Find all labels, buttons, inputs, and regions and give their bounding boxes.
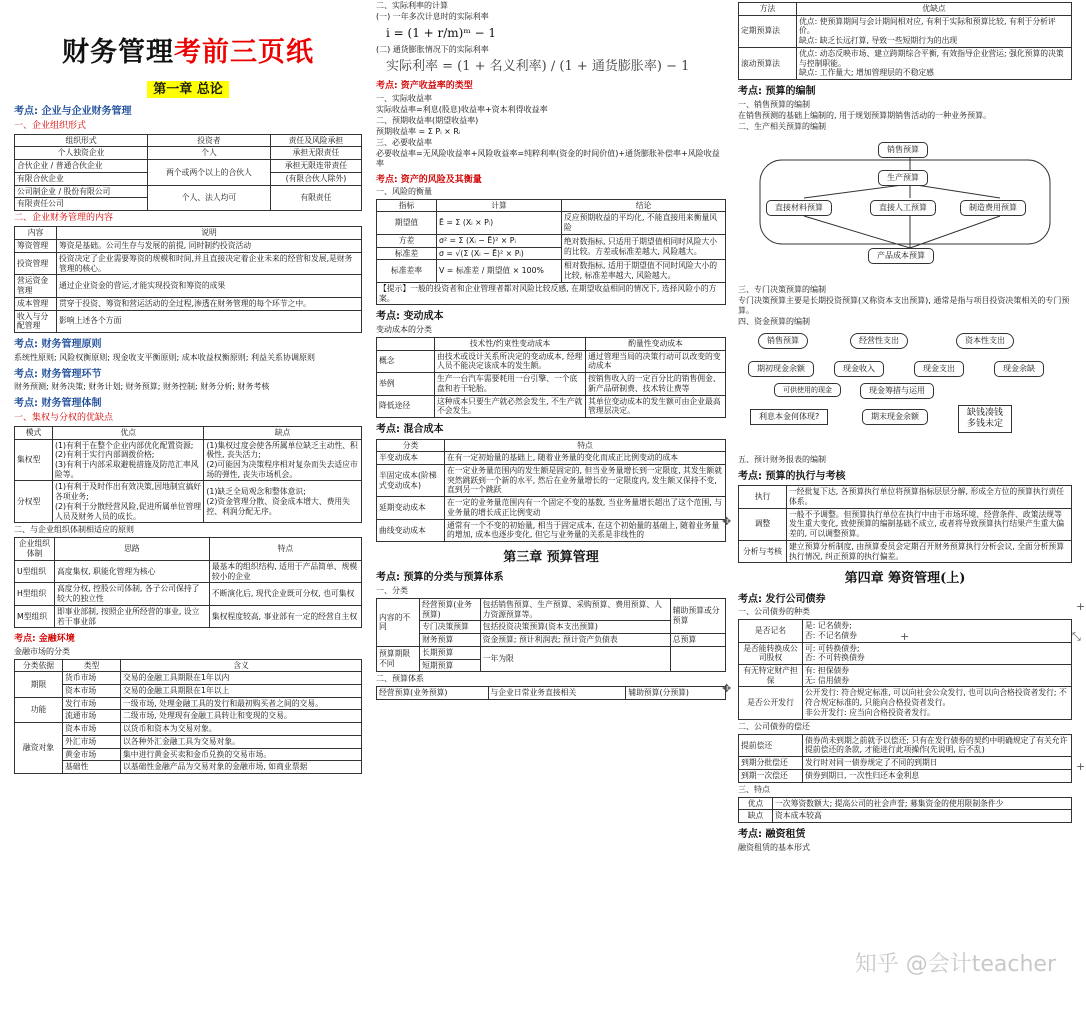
table-cell: 集中进行黄金买卖和金币兑换的交易市场。: [121, 748, 362, 761]
flow-node: 现金余缺: [994, 361, 1044, 377]
table-header: 说明: [57, 227, 362, 240]
subsection-heading: 四、资金预算的编制: [738, 316, 810, 326]
flow-node: 生产预算: [878, 170, 928, 186]
table-cell: 经营预算(业务预算): [420, 598, 481, 620]
table-cell: 缺点: [739, 810, 773, 823]
section-heading: 考点: 预算的分类与预算体系: [376, 572, 504, 584]
table-cell: (1)缺乏全局观念和整体意识; (2)资金管理分散、资金成本增大、费用失控、利润分配无序。: [204, 481, 362, 523]
section-heading: 考点: 财务管理环节: [14, 368, 102, 380]
flow-node: 期末现金余额: [862, 409, 928, 425]
paragraph: 三、必要收益率: [376, 137, 432, 147]
chapter-1-label: 第一章 总论: [147, 81, 229, 98]
section-heading: 考点: 预算的执行与考核: [738, 470, 846, 482]
table-header: 投资者: [148, 134, 271, 147]
section-heading: 考点: 发行公司债券: [738, 593, 826, 605]
table-cell: 是: 记名债券; 否: 不记名债券: [803, 620, 1072, 642]
table-header: 思路: [55, 538, 210, 560]
table-header: 模式: [15, 426, 53, 439]
subsection-heading: 三、特点: [738, 784, 770, 794]
subsection-heading: 二、企业财务管理的内容: [14, 213, 114, 224]
table-cell: 到期分批偿还: [739, 757, 803, 770]
table-cell: 执行: [739, 486, 787, 508]
table-cell: 成本管理: [15, 297, 57, 310]
table-cell: 交易的金融工具期限在1年以内: [121, 672, 362, 685]
org-form-table: [14, 134, 362, 211]
table-cell: 包括销售预算、生产预算、采购预算、费用预算、人力资源预算等。: [480, 598, 670, 620]
table-header: 含义: [121, 659, 362, 672]
column-2: [376, 0, 726, 1014]
table-cell: 通过管理当局的决策行动可以改变的变动成本: [586, 350, 726, 372]
table-header: 责任及风险承担: [270, 134, 361, 147]
paragraph: 必要收益率=无风险收益率+风险收益率=纯粹利率(资金的时间价值)+通货膨胀补偿率+风险收益率: [376, 148, 720, 168]
paragraph: 专门决策预算主要是长期投资预算(又称资本支出预算), 通常是指与项目投资决策相关的专门预算。: [738, 295, 1070, 315]
table-cell: 长期预算: [420, 646, 481, 659]
group-label: 合伙企业: [17, 161, 49, 171]
table-cell: 投资管理: [15, 252, 57, 274]
table-cell: 定期预算法: [739, 15, 797, 47]
subsection-heading: 一、集权与分权的优缺点: [14, 412, 114, 423]
table-cell: 发行市场: [63, 697, 121, 710]
table-cell: 调整: [739, 508, 787, 540]
table-cell: 辅助预算(分预算): [626, 687, 726, 700]
table-cell: (1)有利于在整个企业内部优化配置资源; (2)有利于实行内部调拨价格; (3)有利于内部采取避税措施及防范汇率风险等。: [53, 439, 204, 481]
table-cell: 以基础性金融产品为交易对象的金融市场, 如商业票据: [121, 761, 362, 774]
column-3: [738, 0, 1072, 1014]
centralization-table: [14, 426, 362, 524]
table-cell: 预算期限不同: [377, 646, 420, 671]
section-heading: 考点: 融资租赁: [738, 829, 806, 841]
table-cell: 降低途径: [377, 395, 435, 417]
table-cell: 公司制企业 / 股份有限公司: [15, 185, 148, 198]
table-cell: 在一定业务量范围内的发生额是固定的, 但当业务量增长到一定限度, 其发生额就突然跳跃到一个新的水平, 然后在业务量增长的一定限度内, 发生额又保持不变, 直到另一个跳跃: [445, 464, 726, 496]
table-cell: 一年为限: [480, 646, 670, 671]
table-cell: 标准差率: [377, 260, 437, 282]
table-cell: 生产一台汽车需要耗用一台引擎、一个底盘和若干轮胎。: [435, 373, 586, 395]
table-cell: 外汇市场: [63, 735, 121, 748]
table-header: 方法: [739, 3, 797, 16]
table-cell: 影响上述各个方面: [57, 310, 362, 332]
subsection-heading: 二、预算体系: [376, 674, 424, 684]
flow-node: 期初现金余额: [748, 361, 814, 377]
table-cell: 滚动预算法: [739, 47, 797, 79]
subsection-heading: 二、与企业组织体制相适应的原则: [14, 525, 134, 535]
table-header: 结论: [562, 199, 726, 212]
table-cell: 集权程度较高, 事业部有一定的经营自主权: [209, 605, 361, 627]
table-cell: 两个或两个以上的合伙人: [148, 160, 271, 185]
table-header: 优点: [53, 426, 204, 439]
table-cell: 个人、法人均可: [148, 185, 271, 210]
column-1: [14, 0, 362, 1014]
section-heading: 考点: 金融环境: [14, 634, 75, 645]
add-icon[interactable]: +: [1076, 760, 1086, 773]
flow-node: 可供使用的现金: [774, 383, 841, 398]
table-cell: 这种成本只要生产就必然会发生, 不生产就不会发生。: [435, 395, 586, 417]
table-header: 优缺点: [797, 3, 1072, 16]
table-cell: 二级市场, 处理现有金融工具转让和变现的交易。: [121, 710, 362, 723]
table-cell: 分析与考核: [739, 540, 787, 562]
paragraph: 预期收益率 = Σ Pᵢ × Rᵢ: [376, 126, 461, 136]
table-cell: 个人独资企业: [15, 147, 148, 160]
section-heading: 考点: 预算的编制: [738, 86, 816, 98]
table-header: 技术性/约束性变动成本: [435, 337, 586, 350]
table-cell: 资金预算; 预计利润表; 预计资产负债表: [480, 634, 670, 647]
table-cell: 个人: [148, 147, 271, 160]
flow-node: 直接人工预算: [870, 200, 936, 216]
table-cell: 一次筹资数额大; 提高公司的社会声誉; 募集资金的使用限制条件少: [773, 797, 1072, 810]
table-header: 计算: [437, 199, 562, 212]
budget-method-table: [738, 2, 1072, 80]
section-heading: 考点: 资产收益率的类型: [376, 81, 473, 92]
table-cell: 概念: [377, 350, 435, 372]
table-cell: 反应预期收益的平均化, 不能直接用来衡量风险: [562, 212, 726, 234]
title-black: 财务管理: [62, 37, 174, 68]
move-handle-icon[interactable]: ✥: [722, 682, 732, 695]
table-cell: 通常有一个不变的初始量, 相当于固定成本, 在这个初始量的基础上, 随着业务量的增加, 成本也逐步变化, 但它与业务量的关系是非线性的: [445, 519, 726, 541]
table-cell: 一经批复下达, 各预算执行单位将预算指标层层分解, 形成全方位的预算执行责任体系。: [787, 486, 1072, 508]
table-cell: 方差: [377, 234, 437, 247]
subsection-heading: 一、销售预算的编制: [738, 99, 810, 109]
table-cell: 经营预算(业务预算): [377, 687, 489, 700]
table-cell: 分权型: [15, 481, 53, 523]
chapter-4-heading: 第四章 筹资管理(上): [844, 571, 966, 587]
table-cell: 在一定的业务量范围内有一个固定不变的基数, 当业务量增长超出了这个范围, 与业务量的增长成正比例变动: [445, 497, 726, 519]
table-cell: 短期预算: [420, 659, 481, 672]
financial-market-table: [14, 659, 362, 775]
table-cell: 绝对数指标, 只适用于期望值相同时风险大小的比较。方差或标准差越大, 风险越大。: [562, 234, 726, 259]
table-cell: 资本市场: [63, 684, 121, 697]
resize-icon[interactable]: ⤡: [1072, 630, 1081, 643]
table-cell: 优点: [739, 797, 773, 810]
table-cell: (有限合伙人除外): [270, 172, 361, 185]
table-cell: [670, 646, 725, 671]
table-cell: 总预算: [670, 634, 725, 647]
table-cell: V = 标准差 / 期望值 × 100%: [437, 260, 562, 282]
paragraph: 系统性原则; 风险权衡原则; 现金收支平衡原则; 成本收益权衡原则; 利益关系协调原则: [14, 352, 315, 362]
table-cell: 发行时对同一债券规定了不同的到期日: [803, 757, 1072, 770]
table-cell: 营运资金管理: [15, 275, 57, 297]
table-header: 特点: [209, 538, 361, 560]
section-heading: 考点: 资产的风险及其衡量: [376, 174, 482, 185]
table-header: 分类: [377, 439, 445, 452]
table-cell: 延期变动成本: [377, 497, 445, 519]
chapter-1-heading: [14, 82, 362, 98]
paragraph: 财务预测; 财务决策; 财务计划; 财务预算; 财务控制; 财务分析; 财务考核: [14, 382, 270, 392]
table-cell: 相对数指标, 适用于期望值不同时风险大小的比较, 标准差率越大, 风险越大。: [562, 260, 726, 282]
table-cell: 债券尚未到期之前就予以偿还; 只有在发行债券的契约中明确规定了有关允许提前偿还的条款, 才能进行此项操作(先说明, 后不乱): [803, 734, 1072, 756]
table-cell: 投资决定了企业需要筹资的规模和时间,并且直接决定着企业未来的经营和发展,是财务管理的核心。: [57, 252, 362, 274]
table-cell: 融资对象: [15, 723, 63, 774]
table-cell: 交易的金融工具期限在1年以上: [121, 684, 362, 697]
group-label: 公司制企业: [17, 186, 56, 196]
risk-table: [376, 199, 726, 306]
subsection-heading: 一、分类: [376, 585, 408, 595]
table-cell: 有限合伙企业: [15, 172, 148, 185]
table-header: 缺点: [204, 426, 362, 439]
subsection-heading: 一、企业组织形式: [14, 120, 87, 131]
table-cell: 功能: [15, 697, 63, 722]
cell-text: 股份有限公司: [63, 186, 111, 196]
chapter-3-heading: 第三章 预算管理: [503, 550, 599, 566]
flow-node: 直接材料预算: [766, 200, 832, 216]
flow-node: 现金支出: [914, 361, 964, 377]
table-cell: 有限责任公司: [15, 198, 148, 211]
flow-node: 销售预算: [758, 333, 808, 349]
tip-cell: 【提示】一般的投资者和企业管理者都对风险比较反感, 在期望收益相同的情况下, 选择风险小的方案。: [377, 282, 726, 304]
table-cell: 半变动成本: [377, 452, 445, 465]
title-red: 考前三页纸: [174, 37, 314, 68]
table-cell: 举例: [377, 373, 435, 395]
table-cell: 可: 可转换债券; 否: 不可转换债券: [803, 642, 1072, 664]
watermark: 知乎 @会计teacher: [854, 951, 1056, 977]
section-heading: 考点: 混合成本: [376, 424, 444, 435]
table-cell: 优点: 动态反映市场、建立跨期综合平衡, 有效指导企业营运; 强化预算的决策与控制职能。 缺点: 工作量大; 增加管理层的不稳定感: [797, 47, 1072, 79]
flow-node: 销售预算: [878, 142, 928, 158]
table-cell: 一级市场, 处理金融工具的发行和最初购买者之间的交易。: [121, 697, 362, 710]
table-cell: 内容的不同: [377, 598, 420, 646]
table-cell: 以各种外汇金融工具为交易对象。: [121, 735, 362, 748]
table-cell: U型组织: [15, 560, 55, 582]
section-heading: 考点: 企业与企业财务管理: [14, 106, 132, 117]
subsection-heading: (二) 通货膨胀情况下的实际利率: [376, 45, 489, 54]
flow-node: 资本性支出: [956, 333, 1014, 349]
section-heading: 考点: 变动成本: [376, 311, 444, 323]
production-budget-flow: [738, 136, 1072, 281]
table-cell: 有无特定财产担保: [739, 664, 803, 686]
add-icon[interactable]: +: [900, 630, 910, 643]
table-header: [377, 337, 435, 350]
flow-node: 经营性支出: [850, 333, 908, 349]
cash-budget-flow: [738, 331, 1072, 451]
paragraph: 二、预期收益率(期望收益率): [376, 115, 479, 125]
table-cell: 是否公开发行: [739, 687, 803, 719]
flow-node: 现金筹措与运用: [860, 383, 934, 399]
table-cell: 在有一定初始量的基础上, 随着业务量的变化而成正比例变动的成本: [445, 452, 726, 465]
table-cell: 按销售收入的一定百分比的销售佣金、新产品研制费、技术转让费等: [586, 373, 726, 395]
table-cell: 收入与分配管理: [15, 310, 57, 332]
table-cell: 贯穿于投资、筹资和营运活动的全过程,渗透在财务管理的每个环节之中。: [57, 297, 362, 310]
table-cell: 与企业日常业务直接相关: [488, 687, 626, 700]
table-cell: 有限责任: [270, 185, 361, 210]
table-cell: 承担无限责任: [270, 147, 361, 160]
table-cell: 承担无限连带责任: [270, 160, 361, 173]
paragraph: 在销售预测的基础上编制的, 用于规划预算期销售活动的一种业务预算。: [738, 110, 992, 120]
section-heading: 考点: 财务管理原则: [14, 339, 102, 351]
budget-system-table: [376, 686, 726, 700]
table-cell: 黄金市场: [63, 748, 121, 761]
table-cell: 资本成本较高: [773, 810, 1072, 823]
table-header: 组织形式: [15, 134, 148, 147]
paragraph: 融资租赁的基本形式: [738, 842, 810, 852]
table-cell: H型组织: [15, 583, 55, 605]
flow-node: 制造费用预算: [960, 200, 1026, 216]
table-cell: 建立预算分析制度, 由预算委员会定期召开财务预算执行分析会议, 全面分析预算执行情况, 纠正预算的执行偏差。: [787, 540, 1072, 562]
table-cell: 通过企业资金的营运,才能实现投资和筹资的成果: [57, 275, 362, 297]
move-handle-icon[interactable]: ✥: [722, 515, 732, 528]
section-heading: 考点: 财务管理体制: [14, 398, 102, 410]
formula-effective-rate: i = (1 + r/m)ᵐ − 1: [386, 26, 497, 40]
table-cell: 优点: 使预算期间与会计期间相对应, 有利于实际和预算比较, 有利于分析评价。 缺点: 缺乏长远打算, 导致一些短期行为的出现: [797, 15, 1072, 47]
table-cell: 债券到期日, 一次性归还本金利息: [803, 769, 1072, 782]
subsection-heading: 二、生产相关预算的编制: [738, 121, 826, 131]
table-cell: 期限: [15, 672, 63, 697]
flow-node: 现金收入: [834, 361, 884, 377]
table-cell: 筹资管理: [15, 240, 57, 253]
table-cell: 曲线变动成本: [377, 519, 445, 541]
add-icon[interactable]: +: [1076, 600, 1086, 613]
table-header: 酌量性变动成本: [586, 337, 726, 350]
subsection-heading: 二、公司债券的偿还: [738, 721, 810, 731]
variable-cost-table: [376, 337, 726, 418]
table-cell: 筹资是基础。公司生存与发展的前提, 同时制约投资活动: [57, 240, 362, 253]
cell-text: 普通合伙企业: [55, 161, 103, 171]
table-cell: 高度集权, 职能化管理为核心: [55, 560, 210, 582]
table-cell: σ² = Σ (Xᵢ − Ē)² × Pᵢ: [437, 234, 562, 247]
table-header: 分类依据: [15, 659, 63, 672]
table-header: 内容: [15, 227, 57, 240]
table-cell: 由技术或设计关系所决定的变动成本, 经理人员不能决定该成本的发生额。: [435, 350, 586, 372]
table-cell: 是否能转换成公司股权: [739, 642, 803, 664]
table-cell: 集权型: [15, 439, 53, 481]
flow-node: 产品成本预算: [868, 248, 934, 264]
table-cell: σ = √(Σ (Xᵢ − Ē)² × Pᵢ): [437, 247, 562, 260]
budget-class-table: [376, 598, 726, 672]
table-cell: 以货币和资本为交易对象。: [121, 723, 362, 736]
mixed-cost-table: [376, 439, 726, 543]
table-cell: 到期一次偿还: [739, 769, 803, 782]
bond-repay-table: [738, 734, 1072, 783]
formula-real-rate: 实际利率 = (1 + 名义利率) / (1 + 通货膨胀率) − 1: [386, 59, 690, 74]
table-cell: 提前偿还: [739, 734, 803, 756]
subsection-heading: 二、实际利率的计算: [376, 1, 448, 10]
table-cell: 一般不予调整。但预算执行单位在执行中由于市场环境、经营条件、政策法规等发生重大变化, 致使预算的编制基础不成立, 或者将导致预算执行结果产生重大偏差的, 可以调整预算。: [787, 508, 1072, 540]
fm-content-table: [14, 226, 362, 333]
table-cell: (1)有利于及时作出有效决策,因地制宜搞好各项业务; (2)有利于分散经营风险,促进所属单位管理人员及财务人员的成长。: [53, 481, 204, 523]
table-header: 特点: [445, 439, 726, 452]
bond-feature-table: [738, 797, 1072, 823]
table-cell: 辅助预算或分预算: [670, 598, 725, 633]
table-cell: 货币市场: [63, 672, 121, 685]
table-cell: 资本市场: [63, 723, 121, 736]
table-cell: 其单位变动成本的发生额可由企业最高管理层决定。: [586, 395, 726, 417]
table-header: 指标: [377, 199, 437, 212]
subsection-heading: 五、预计财务报表的编制: [738, 454, 826, 464]
table-cell: 标准差: [377, 247, 437, 260]
table-cell: 财务预算: [420, 634, 481, 647]
table-cell: M型组织: [15, 605, 55, 627]
table-cell: (1)集权过度会使各所属单位缺乏主动性、积极性, 丧失活力; (2)可能因为决策程序相对复杂而失去适应市场的弹性, 丧失市场机会。: [204, 439, 362, 481]
table-cell: 包括投资决策预算(资本支出预算): [480, 621, 670, 634]
table-cell: 公开发行: 符合规定标准, 可以向社会公众发行, 也可以向合格投资者发行; 不符合规定标准的, 只能向合格投资者发行。 非公开发行: 应当向合格投资者发行。: [803, 687, 1072, 719]
table-cell: 流通市场: [63, 710, 121, 723]
paragraph: 金融市场的分类: [14, 646, 70, 656]
table-cell: 有: 担保债券 无: 信用债券: [803, 664, 1072, 686]
table-cell: Ē = Σ (Xᵢ × Pᵢ): [437, 212, 562, 234]
flow-node: 缺钱凑钱 多钱未定: [958, 405, 1012, 434]
table-cell: 最基本的组织结构, 适用于产品简单、规模较小的企业: [209, 560, 361, 582]
table-header: 企业组织体制: [15, 538, 55, 560]
table-cell: 即事业部制, 按照企业所经营的事业, 设立若干事业部: [55, 605, 210, 627]
subsection-heading: 变动成本的分类: [376, 324, 432, 334]
paragraph: 实际收益率=利息(股息)收益率+资本利得收益率: [376, 104, 548, 114]
table-cell: 期望值: [377, 212, 437, 234]
table-header: 类型: [63, 659, 121, 672]
flow-node: 利息本金何体现?: [750, 409, 828, 425]
table-cell: 合伙企业 / 普通合伙企业: [15, 160, 148, 173]
page-title: [14, 36, 362, 70]
subsection-heading: (一) 一年多次计息时的实际利率: [376, 12, 489, 21]
paragraph: 一、实际收益率: [376, 93, 432, 103]
table-cell: 半固定成本(阶梯式变动成本): [377, 464, 445, 496]
table-cell: 基础性: [63, 761, 121, 774]
subsection-heading: 三、专门决策预算的编制: [738, 284, 826, 294]
table-cell: 高度分权, 控股公司体制, 各子公司保持了较大的独立性: [55, 583, 210, 605]
table-cell: 是否记名: [739, 620, 803, 642]
budget-exec-table: [738, 485, 1072, 563]
org-system-table: [14, 537, 362, 628]
table-cell: 不断演化后, 现代企业既可分权, 也可集权: [209, 583, 361, 605]
table-cell: 专门决策预算: [420, 621, 481, 634]
subsection-heading: 一、公司债券的种类: [738, 607, 810, 617]
subsection-heading: 一、风险的衡量: [376, 186, 432, 196]
